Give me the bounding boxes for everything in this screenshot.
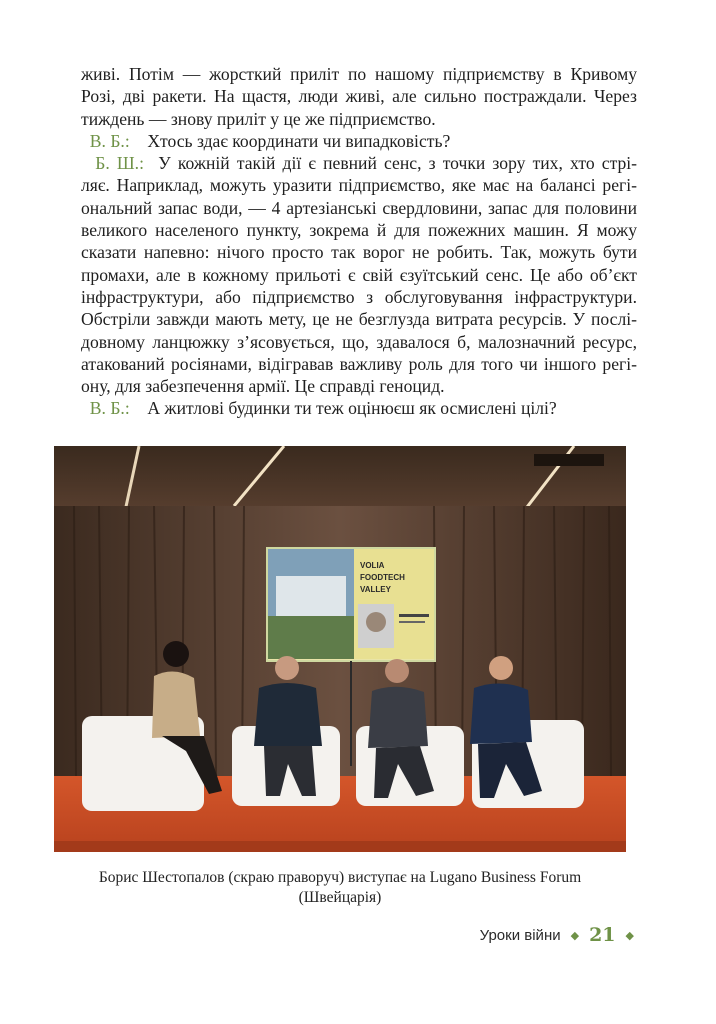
paragraph-line: довному ланцюжку з’ясовується, що, здавалося б, малозначний ресурс, <box>81 331 637 352</box>
question-2 <box>81 397 637 419</box>
paragraph-line: тиждень — знову приліт у це же підприємство. <box>81 108 436 129</box>
paragraph-line: великого населеного пункту, зокрема й для пожежних машин. Я можу <box>81 220 637 241</box>
screen-text: VOLIA <box>360 561 385 570</box>
photo-caption <box>54 868 626 908</box>
conference-photo <box>54 446 626 852</box>
page-number: 21 <box>589 924 616 946</box>
paragraph-line: ональний запас води, — 4 артезіанські свердловини, запас для половини <box>81 197 637 218</box>
question-text: Хтось здає координати чи випадковість? <box>147 130 451 151</box>
paragraph-line: Обстріли завжди мають мету, це не безглузда витрата ресурсів. У послі- <box>81 309 637 330</box>
speaker-label: В. Б.: <box>89 398 130 419</box>
paragraph-line: інфраструктури, або підприємство з обслуговування інфраструктури. <box>81 286 637 307</box>
caption-line: Борис Шестопалов (скраю праворуч) виступає на Lugano Business Forum <box>98 869 582 886</box>
paragraph-line: промахи, але в кожному прильоті є свій єзуїтський сенс. Це або об’єкт <box>81 264 637 285</box>
paragraph-line: живі. Потім — жорсткий приліт по нашому підприємству в Кривому <box>81 64 637 84</box>
paragraph-line: атакований росіянами, відігравав важливу роль для того чи іншого регі- <box>81 353 637 374</box>
screen-text: VALLEY <box>360 585 391 594</box>
paragraph-line: ляє. Наприклад, можуть уразити підприємство, яке має на балансі регі- <box>81 175 637 196</box>
paragraph-line: Розі, дві ракети. На щастя, люди живі, але сильно постраждали. Через <box>81 86 637 107</box>
speaker-label: Б. Ш.: <box>95 153 144 174</box>
answer-text: У кожній такій дії є певний сенс, з точки зору тих, хто стрі- <box>158 153 638 174</box>
paragraph-line: сказати напевно: нічого просто так ворог не робить. Так, можуть бути <box>81 242 637 263</box>
caption-line: (Швейцарія) <box>298 889 382 906</box>
diamond-icon: ◆ <box>570 928 580 942</box>
answer-1-first-line <box>81 152 637 174</box>
running-title: Уроки війни <box>479 926 561 944</box>
screen-text: FOODTECH <box>360 573 405 582</box>
question-1 <box>81 130 637 152</box>
paragraph-line: ону, для забезпечення армії. Це справді геноцид. <box>81 376 445 397</box>
question-text: А житлові будинки ти теж оцінюєш як осмислені цілі? <box>147 398 557 419</box>
speaker-label: В. Б.: <box>89 130 130 151</box>
article-text <box>81 63 637 420</box>
page-footer <box>480 924 634 946</box>
diamond-icon: ◆ <box>625 928 634 942</box>
